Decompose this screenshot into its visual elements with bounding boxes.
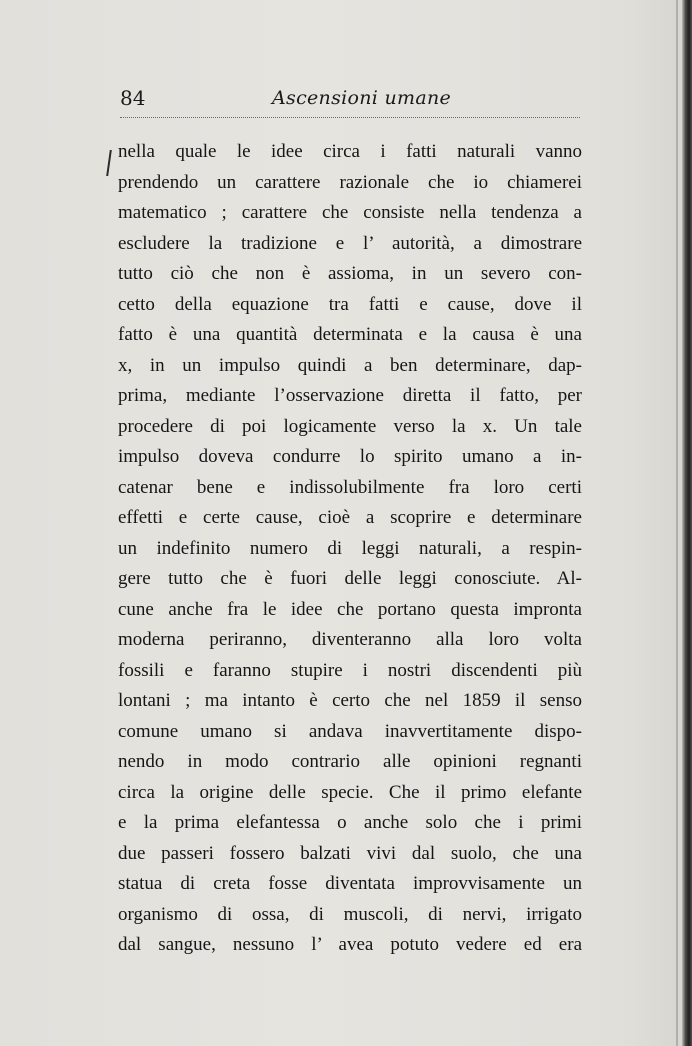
text-line: e la prima elefantessa o anche solo che i primi xyxy=(118,812,582,833)
text-line: organismo di ossa, di muscoli, di nervi, irrigato xyxy=(118,903,582,925)
text-line: un indefinito numero di leggi naturali, a respin- xyxy=(118,537,582,559)
text-line: effetti e certe cause, cioè a scoprire e determinare xyxy=(118,507,582,528)
text-line: catenar bene e indissolubilmente fra loro certi xyxy=(118,476,582,498)
text-line: statua di creta fosse diventata improvvisamente un xyxy=(118,873,582,894)
book-spine-edge xyxy=(682,0,692,1046)
text-line: prendendo un carattere razionale che io chiamerei xyxy=(118,171,582,193)
text-line: nella quale le idee circa i fatti naturali vanno xyxy=(118,141,582,162)
text-line: escludere la tradizione e l’ autorità, a dimostrare xyxy=(118,232,582,254)
page-header xyxy=(120,86,580,116)
text-line: matematico ; carattere che consiste nella tendenza a xyxy=(118,202,582,223)
text-line: impulso doveva condurre lo spirito umano a in- xyxy=(118,446,582,467)
page-fold-shadow xyxy=(676,0,678,1046)
margin-mark xyxy=(106,150,112,176)
text-line: moderna periranno, diventeranno alla loro volta xyxy=(118,629,582,650)
text-line: lontani ; ma intanto è certo che nel 1859 il senso xyxy=(118,690,582,711)
text-line: fossili e faranno stupire i nostri discendenti più xyxy=(118,659,582,681)
text-line: prima, mediante l’osservazione diretta il fatto, per xyxy=(118,385,582,406)
text-line: comune umano si andava inavvertitamente dispo- xyxy=(118,720,582,742)
text-line: circa la origine delle specie. Che il primo elefante xyxy=(118,781,582,803)
text-line: cune anche fra le idee che portano questa impronta xyxy=(118,598,582,620)
text-line: procedere di poi logicamente verso la x. Un tale xyxy=(118,415,582,437)
text-line: cetto della equazione tra fatti e cause, dove il xyxy=(118,293,582,315)
header-divider xyxy=(120,117,580,118)
text-line: x, in un impulso quindi a ben determinare, dap- xyxy=(118,354,582,376)
page-number: 84 xyxy=(120,86,146,110)
text-line: tutto ciò che non è assioma, in un severo con- xyxy=(118,263,582,284)
text-line: fatto è una quantità determinata e la causa è una xyxy=(118,324,582,345)
text-line: nendo in modo contrario alle opinioni regnanti xyxy=(118,751,582,772)
running-title: Ascensioni umane xyxy=(272,87,452,109)
text-line: dal sangue, nessuno l’ avea potuto vedere ed era xyxy=(118,934,582,955)
text-line: due passeri fossero balzati vivi dal suolo, che una xyxy=(118,842,582,864)
body-text xyxy=(118,137,582,961)
text-line: gere tutto che è fuori delle leggi conosciute. Al- xyxy=(118,568,582,589)
